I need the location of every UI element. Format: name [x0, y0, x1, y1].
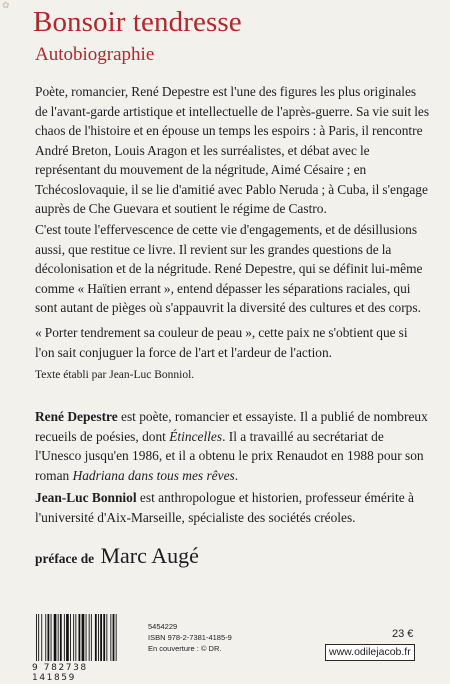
editor-bio-text: est anthropologue et historien, professeur émérite à l'université d'Aix-Marseille, spécialiste des sociétés créoles. — [35, 490, 414, 525]
barcode-number: 9 782738 141859 — [32, 663, 88, 683]
price: 23 € — [392, 628, 414, 640]
book-title: Bonsoir tendresse — [33, 6, 242, 38]
editor-bio — [35, 488, 430, 527]
editor-name: Jean-Luc Bonniol — [35, 490, 137, 505]
barcode — [32, 614, 132, 683]
cover-credit: En couverture : © DR. — [148, 644, 222, 653]
book-title-hadriana: Hadriana dans tous mes rêves — [72, 467, 235, 483]
author-bio-text-2: . Il a travaillé au secrétariat de l'Unesco jusqu'en 1986, et il a obtenu le prix Renaudot en 1988 pour son roman — [35, 428, 424, 483]
corner-mark: ✿ — [2, 1, 10, 11]
author-name: René Depestre — [35, 409, 118, 424]
book-subtitle: Autobiographie — [35, 44, 155, 65]
preface-label: préface de — [35, 551, 95, 566]
publisher-url[interactable]: www.odilejacob.fr — [325, 644, 415, 661]
isbn: ISBN 978-2-7381-4185-9 — [148, 633, 232, 642]
author-bio — [35, 407, 430, 485]
text-credit: Texte établi par Jean-Luc Bonniol. — [35, 369, 195, 381]
product-code: 5454229 — [148, 622, 178, 631]
blurb-paragraph-3: « Porter tendrement sa couleur de peau », cette paix ne s'obtient que si l'on sait conjuguer la force de l'art et l'ardeur de l'action. — [35, 325, 408, 360]
blurb-paragraph-2: C'est toute l'effervescence de cette vie d'engagements, et de désillusions aussi, que restitue ce livre. Il revient sur les grandes questions de la décolonisation et de la négritude. René Depestre, qui se définit lui-même comme « Haïtien errant », entend dépasser les séparations raciales, qui sont autant de pièges où s'appauvrit la diversité des cultures et des corps. — [35, 222, 423, 315]
barcode-bars — [36, 614, 132, 661]
preface-author: Marc Augé — [100, 543, 199, 568]
isbn-block — [148, 621, 232, 654]
blurb-paragraph-1: Poète, romancier, René Depestre est l'une des figures les plus originales de l'avant-garde artistique et intellectuelle de l'après-guerre. Sa vie suit les chaos de l'histoire et en épouse un temps les espoirs : à Paris, il rencontre André Breton, Louis Aragon et les surréalistes, et débat avec le représentant du mouvement de la négritude, Aimé Césaire ; en Tchécoslovaquie, il se lie d'amitié avec Pablo Neruda ; à Cuba, il s'engage auprès de Che Guevara et soutient le régime de Castro. — [35, 84, 430, 216]
book-title-etincelles: Étincelles — [169, 428, 223, 444]
author-bio-text: est poète, romancier et essayiste. Il a publié de nombreux recueils de poésies, dont — [35, 409, 428, 444]
preface-line — [35, 543, 199, 572]
author-bio-end: . — [234, 467, 239, 483]
